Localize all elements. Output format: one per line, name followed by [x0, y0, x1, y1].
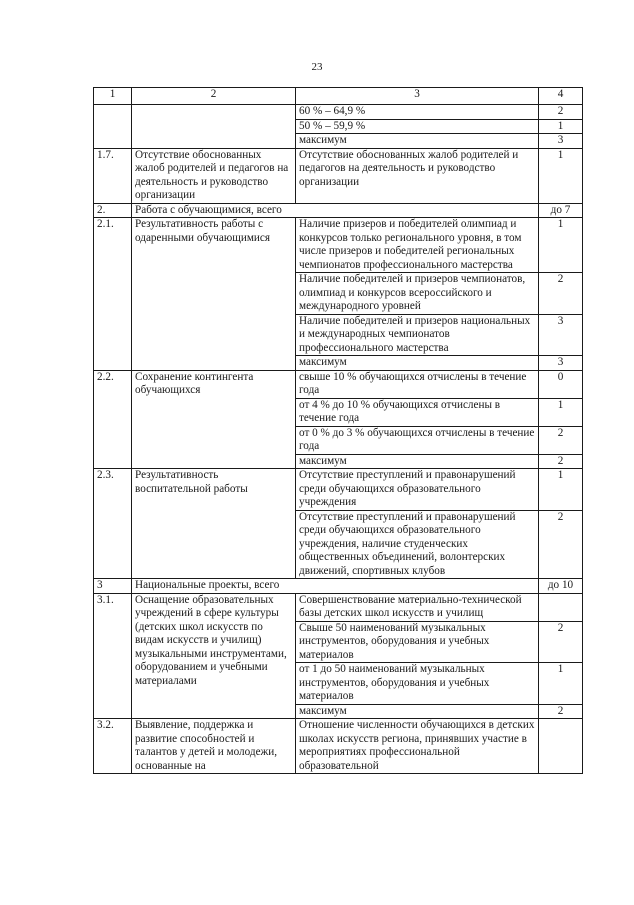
points-cell	[539, 719, 583, 774]
criterion-cell: Отсутствие преступлений и правонарушений среди обучающихся образовательного учреждения, наличие студенческих общественных объединений, волонтерских движений, спортивных клубов	[296, 510, 539, 579]
page-number: 23	[311, 61, 323, 73]
table-row	[94, 719, 583, 774]
points-cell: 1	[539, 218, 583, 273]
section-title: Национальные проекты, всего	[132, 579, 539, 594]
points-cell: 2	[539, 621, 583, 663]
points-cell: 3	[539, 314, 583, 356]
name-cell: Результативность работы с одаренными обучающимися	[132, 218, 296, 371]
criterion-cell: Совершенствование материально-технической базы детских школ искусств и училищ	[296, 593, 539, 621]
criterion-cell: Наличие призеров и победителей олимпиад и конкурсов только регионального уровня, в том числе призеров и победителей региональных чемпионатов профессионального мастерства	[296, 218, 539, 273]
name-cell	[132, 105, 296, 149]
header-cell: 4	[539, 88, 583, 105]
name-cell: Оснащение образовательных учреждений в сфере культуры (детских школ искусств по видам искусств и училищ) музыкальными инструментами, оборудованием и учебными материалами	[132, 593, 296, 719]
table-row	[94, 593, 583, 621]
criterion-cell: Отсутствие преступлений и правонарушений среди обучающихся образовательного учреждения	[296, 469, 539, 511]
points-cell: 2	[539, 105, 583, 120]
header-cell: 3	[296, 88, 539, 105]
criterion-cell: от 1 до 50 наименований музыкальных инструментов, оборудования и учебных материалов	[296, 663, 539, 705]
points-cell: 2	[539, 454, 583, 469]
num-cell: 3.2.	[94, 719, 132, 774]
criterion-cell: свыше 10 % обучающихся отчислены в течение года	[296, 370, 539, 398]
points-cell: 1	[539, 663, 583, 705]
name-cell: Результативность воспитательной работы	[132, 469, 296, 579]
criterion-cell: Свыше 50 наименований музыкальных инструментов, оборудования и учебных материалов	[296, 621, 539, 663]
points-cell: 2	[539, 426, 583, 454]
points-cell: 2	[539, 273, 583, 315]
table-row	[94, 469, 583, 511]
criterion-cell: от 4 % до 10 % обучающихся отчислены в течение года	[296, 398, 539, 426]
points-cell: 1	[539, 119, 583, 134]
criterion-cell: 50 % – 59,9 %	[296, 119, 539, 134]
points-cell: 1	[539, 148, 583, 203]
criterion-cell: максимум	[296, 704, 539, 719]
num-cell: 3	[94, 579, 132, 594]
section-row	[94, 203, 583, 218]
section-row	[94, 579, 583, 594]
table-row	[94, 218, 583, 273]
criterion-cell: Отсутствие обоснованных жалоб родителей и педагогов на деятельность и руководство организации	[296, 148, 539, 203]
name-cell: Отсутствие обоснованных жалоб родителей и педагогов на деятельность и руководство организации	[132, 148, 296, 203]
points-cell: 1	[539, 469, 583, 511]
criterion-cell: максимум	[296, 134, 539, 149]
table-row	[94, 105, 583, 120]
header-cell: 2	[132, 88, 296, 105]
criterion-cell: от 0 % до 3 % обучающихся отчислены в течение года	[296, 426, 539, 454]
table-header-row	[94, 88, 583, 105]
criterion-cell: 60 % – 64,9 %	[296, 105, 539, 120]
points-cell: 3	[539, 134, 583, 149]
points-cell: 3	[539, 356, 583, 371]
points-cell: 2	[539, 704, 583, 719]
num-cell: 2.3.	[94, 469, 132, 579]
criterion-cell: Наличие победителей и призеров чемпионатов, олимпиад и конкурсов всероссийского и международного уровней	[296, 273, 539, 315]
criterion-cell: максимум	[296, 356, 539, 371]
points-cell: 1	[539, 398, 583, 426]
num-cell: 2.2.	[94, 370, 132, 469]
section-title: Работа с обучающимися, всего	[132, 203, 539, 218]
name-cell: Сохранение контингента обучающихся	[132, 370, 296, 469]
points-cell	[539, 593, 583, 621]
points-cell: 0	[539, 370, 583, 398]
criterion-cell: Наличие победителей и призеров национальных и международных чемпионатов профессионального мастерства	[296, 314, 539, 356]
criterion-cell: Отношение численности обучающихся в детских школах искусств региона, принявших участие в мероприятиях профессиональной образовательной	[296, 719, 539, 774]
criteria-table	[93, 87, 583, 774]
num-cell: 2.1.	[94, 218, 132, 371]
name-cell: Выявление, поддержка и развитие способностей и талантов у детей и молодежи, основанные на	[132, 719, 296, 774]
num-cell: 1.7.	[94, 148, 132, 203]
num-cell: 3.1.	[94, 593, 132, 719]
points-cell: до 10	[539, 579, 583, 594]
num-cell: 2.	[94, 203, 132, 218]
num-cell	[94, 105, 132, 149]
points-cell: до 7	[539, 203, 583, 218]
criterion-cell: максимум	[296, 454, 539, 469]
table-row	[94, 148, 583, 203]
table-row	[94, 370, 583, 398]
header-cell: 1	[94, 88, 132, 105]
points-cell: 2	[539, 510, 583, 579]
